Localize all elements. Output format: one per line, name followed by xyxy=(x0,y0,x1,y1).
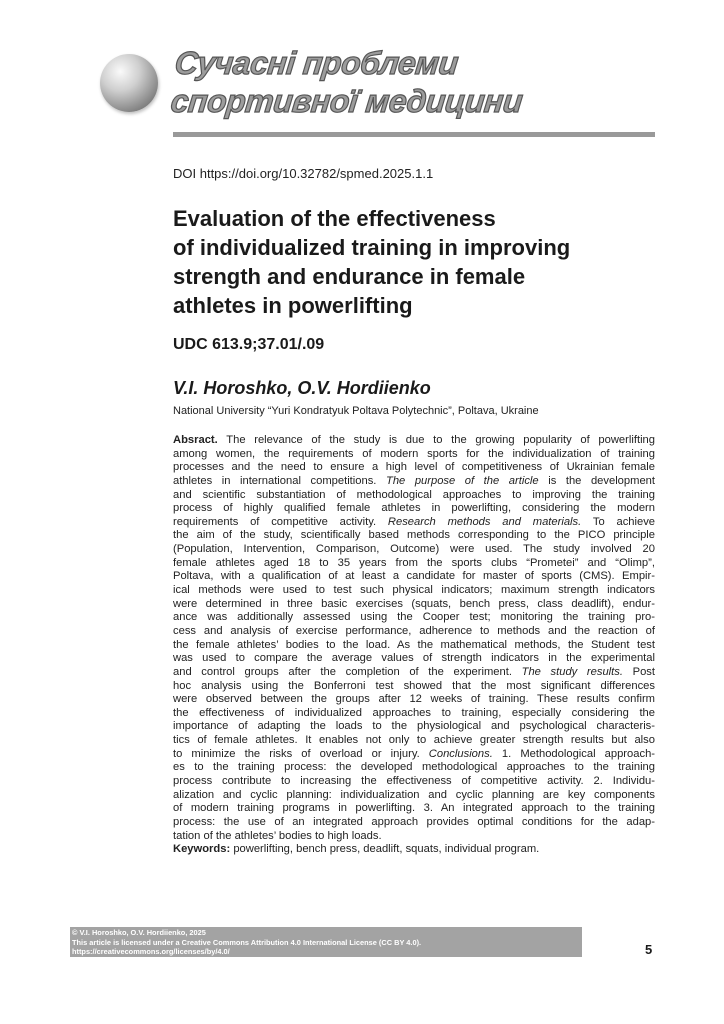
abstract-line: ance was additionally assessed using the Cooper test; monitoring the training pro- xyxy=(173,611,655,624)
article-title-line: of individualized training in improving xyxy=(173,235,571,260)
abstract-line: process contribute to increasing the effectiveness of competitive activity. 2. Individu- xyxy=(173,775,655,788)
journal-title-line-2: спортивної медицини xyxy=(169,83,525,119)
abstract-line: (Population, Intervention, Comparison, Outcome) were used. The study involved 20 xyxy=(173,543,655,556)
abstract-line: were observed between the groups after 12 weeks of training. These results confirm xyxy=(173,693,655,706)
article-title-line: strength and endurance in female xyxy=(173,264,526,289)
results-heading: The study results. xyxy=(521,665,623,678)
methods-heading: Research methods and materials. xyxy=(387,515,582,528)
abstract-line: of modern training programs in powerlifting. 3. An integrated approach to the training xyxy=(173,802,655,815)
license-line: This article is licensed under a Creative Commons Attribution 4.0 International License (CC BY 4.0). xyxy=(72,937,422,947)
abstract-line: the aim of the study, scientifically based methods corresponding to the PICO principle xyxy=(173,529,655,542)
abstract-line: was used to compare the average values of strength indicators in the experimental xyxy=(173,652,655,665)
keywords-text: powerlifting, bench press, deadlift, squats, individual program. xyxy=(233,843,540,856)
abstract-line: to minimize the risks of overload or injury. Conclusions. 1. Methodological approach- xyxy=(173,747,656,760)
abstract-line: hoc analysis using the Bonferroni test showed that the most significant differences xyxy=(173,679,655,692)
doi-link[interactable]: DOI https://doi.org/10.32782/spmed.2025.1.1 xyxy=(173,166,434,181)
conclusions-heading: Conclusions. xyxy=(428,747,493,760)
journal-title xyxy=(169,44,657,120)
affiliation: National University “Yuri Kondratyuk Poltava Polytechnic”, Poltava, Ukraine xyxy=(173,405,539,417)
abstract-line: cess and analysis of exercise performance, adherence to methods and the reaction of xyxy=(173,624,655,637)
article-title-line: athletes in powerlifting xyxy=(173,293,413,318)
abstract-line: and scientific substantiation of methodological approaches to improving the training xyxy=(173,488,655,501)
copyright-line: © V.I. Horoshko, O.V. Hordiienko, 2025 xyxy=(72,928,206,937)
abstract-line: process: the use of an integrated approach provides optimal conditions for the adap- xyxy=(173,815,655,828)
abstract-line: ical methods were used to test such physical indicators; maximum strength indicators xyxy=(173,584,655,597)
abstract-line: Absract. The relevance of the study is due to the growing popularity of powerlifting xyxy=(173,434,655,446)
keywords-label: Keywords: xyxy=(173,843,231,856)
abstract-line: processes and the need to ensure a high level of competitiveness of Ukrainian female xyxy=(173,461,655,474)
keywords xyxy=(173,843,655,857)
page-number: 5 xyxy=(645,942,653,957)
abstract-line: the female athletes’ bodies to the load. As the mathematical methods, the Student test xyxy=(173,638,655,651)
abstract-line: female athletes aged 18 to 35 years from the sports clubs “Prometei” and “Olimp”, xyxy=(173,556,655,569)
authors: V.I. Horoshko, O.V. Hordiienko xyxy=(173,378,431,398)
journal-logo-sphere xyxy=(100,54,158,112)
abstract-line: athletes in international competitions. The purpose of the article is the development xyxy=(173,474,656,487)
article-title-line: Evaluation of the effectiveness xyxy=(173,206,496,231)
purpose-heading: The purpose of the article xyxy=(385,474,539,487)
abstract-line: Poltava, with a qualification of at least a candidate for master of sports (CMS). Empir- xyxy=(173,570,655,583)
abstract xyxy=(173,434,655,857)
udc-code: UDC 613.9;37.01/.09 xyxy=(173,336,325,353)
journal-title-line-1: Сучасні проблеми xyxy=(173,45,460,81)
abstract-line: among women, the requirements of modern sports for the individualization of training xyxy=(173,447,655,460)
abstract-line: tation of the athletes’ bodies to high loads. xyxy=(173,829,382,842)
license-url[interactable]: https://creativecommons.org/licenses/by/4.0/ xyxy=(72,947,230,956)
abstract-line: were determined in three basic exercises (squats, bench press, class deadlift), endur- xyxy=(173,597,655,610)
abstract-label: Absract. xyxy=(173,434,218,446)
abstract-line: importance of adapting the loads to the physiological and psychological characteris- xyxy=(173,720,655,733)
abstract-line: tics of female athletes. It enables not only to achieve greater strength results but also xyxy=(173,734,655,747)
abstract-line: es to the training process: the developed methodological approaches to the training xyxy=(173,761,655,774)
license-bar xyxy=(70,927,582,957)
abstract-line: requirements of competitive activity. Research methods and materials. To achieve xyxy=(173,515,656,528)
abstract-line: alization and cyclic planning: individualization and cyclic planning are key components xyxy=(173,788,655,801)
header-rule xyxy=(173,132,655,137)
abstract-line: the effectiveness of individualized approaches to training, especially considering the xyxy=(173,706,655,719)
article-title xyxy=(173,204,653,320)
abstract-line: process of highly qualified female athletes in powerlifting, considering the modern xyxy=(173,502,655,515)
abstract-line: and control groups after the completion of the experiment. The study results. Post xyxy=(173,665,656,678)
